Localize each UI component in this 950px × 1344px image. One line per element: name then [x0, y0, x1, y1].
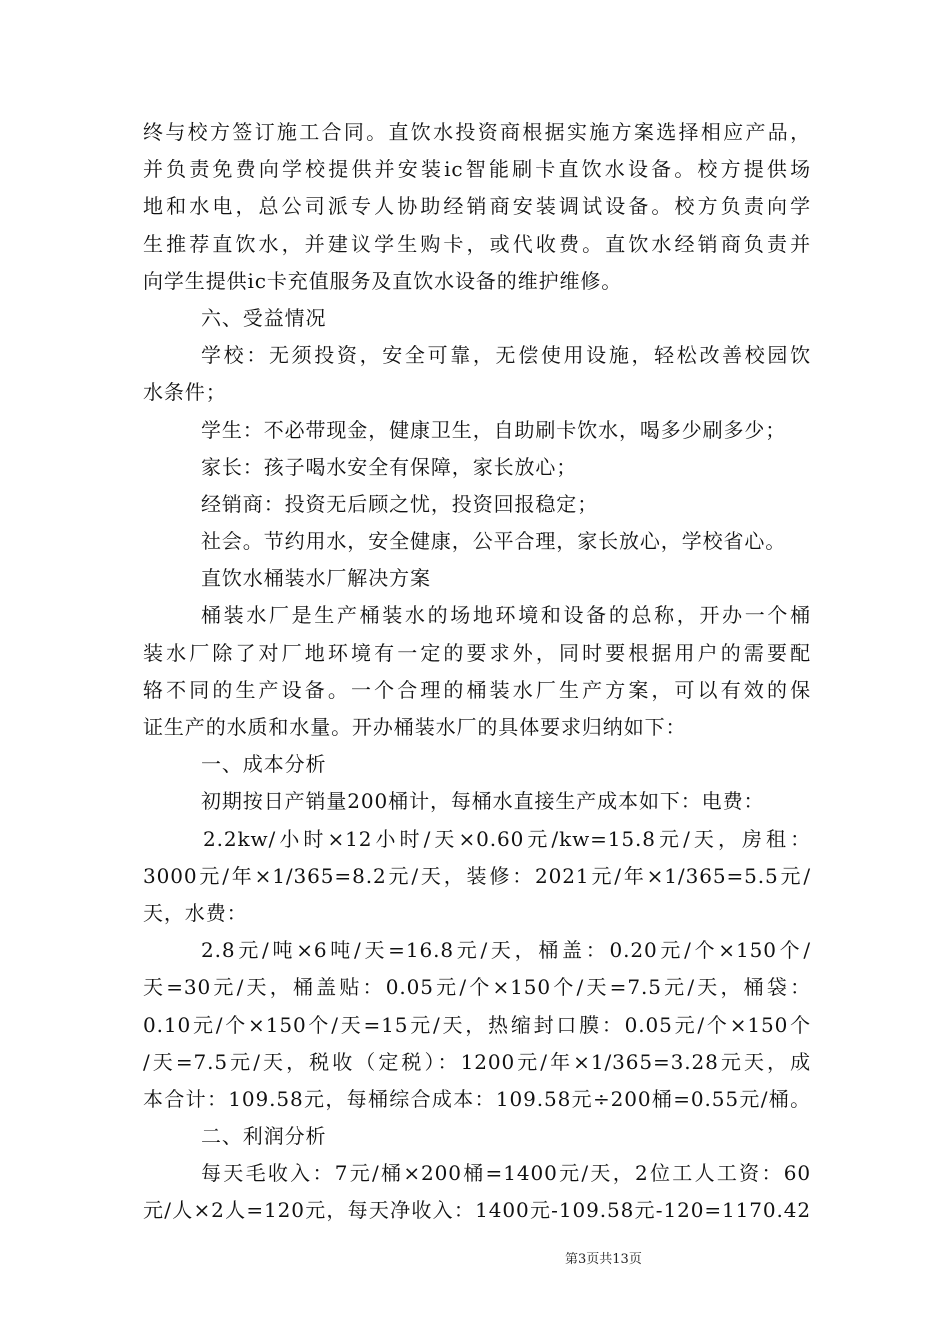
text-line: 天，水费：	[143, 900, 248, 925]
text-line: 并负责免费向学校提供并安装ic智能刷卡直饮水设备。校方提供场	[143, 157, 811, 182]
text-line: 2.8元/吨×6吨/天=16.8元/天，桶盖：0.20元/个×150个/	[201, 938, 811, 963]
text-line: 3000元/年×1/365=8.2元/天，装修：2021元/年×1/365=5.5元/	[143, 863, 811, 888]
section-heading: 一、成本分析	[201, 752, 327, 777]
section-heading: 直饮水桶装水厂解决方案	[201, 566, 431, 591]
text-line: 辂不同的生产设备。一个合理的桶装水厂生产方案，可以有效的保	[143, 677, 811, 702]
page-number-footer: 第3页共13页	[565, 1252, 642, 1267]
text-line: 天=30元/天，桶盖贴：0.05元/个×150个/天=7.5元/天，桶袋：	[143, 975, 811, 1000]
text-line: 本合计：109.58元，每桶综合成本：109.58元÷200桶=0.55元/桶。	[143, 1086, 811, 1111]
section-heading: 二、利润分析	[201, 1124, 327, 1149]
text-line: 家长：孩子喝水安全有保障，家长放心；	[201, 454, 578, 479]
document-body	[143, 114, 811, 1230]
text-line: /天=7.5元/天，税收（定税）：1200元/年×1/365=3.28元天，成	[143, 1049, 811, 1074]
text-line: 终与校方签订施工合同。直饮水投资商根据实施方案选择相应产品，	[143, 120, 811, 144]
text-line: 地和水电，总公司派专人协助经销商安装调试设备。校方负责向学	[143, 194, 811, 219]
text-line: 生推荐直饮水，并建议学生购卡，或代收费。直饮水经销商负责并	[143, 231, 811, 256]
text-line: 桶装水厂是生产桶装水的场地环境和设备的总称，开办一个桶	[201, 603, 811, 628]
text-line: 装水厂除了对厂地环境有一定的要求外，同时要根据用户的需要配	[143, 640, 811, 665]
text-line: 每天毛收入：7元/桶×200桶=1400元/天，2位工人工资：60	[201, 1161, 811, 1186]
text-line: 2.2kw/小时×12小时/天×0.60元/kw=15.8元/天，房租：	[203, 826, 811, 851]
text-line: 经销商：投资无后顾之忧，投资回报稳定；	[201, 491, 599, 516]
text-line: 社会。节约用水，安全健康，公平合理，家长放心，学校省心。	[201, 529, 787, 554]
text-line: 证生产的水质和水量。开办桶装水厂的具体要求归纳如下：	[143, 715, 687, 739]
text-line: 学校：无须投资，安全可靠，无偿使用设施，轻松改善校园饮	[201, 343, 811, 368]
text-line: 水条件；	[143, 380, 227, 405]
section-heading: 六、受益情况	[201, 305, 327, 330]
text-line: 学生：不必带现金，健康卫生，自助刷卡饮水，喝多少刷多少；	[201, 417, 787, 442]
text-line: 向学生提供ic卡充值服务及直饮水设备的维护维修。	[143, 268, 623, 293]
text-line: 0.10元/个×150个/天=15元/天，热缩封口膜：0.05元/个×150个	[143, 1012, 811, 1037]
text-line: 元/人×2人=120元，每天净收入：1400元-109.58元-120=1170.42	[143, 1198, 811, 1223]
text-line: 初期按日产销量200桶计，每桶水直接生产成本如下：电费：	[201, 789, 765, 814]
